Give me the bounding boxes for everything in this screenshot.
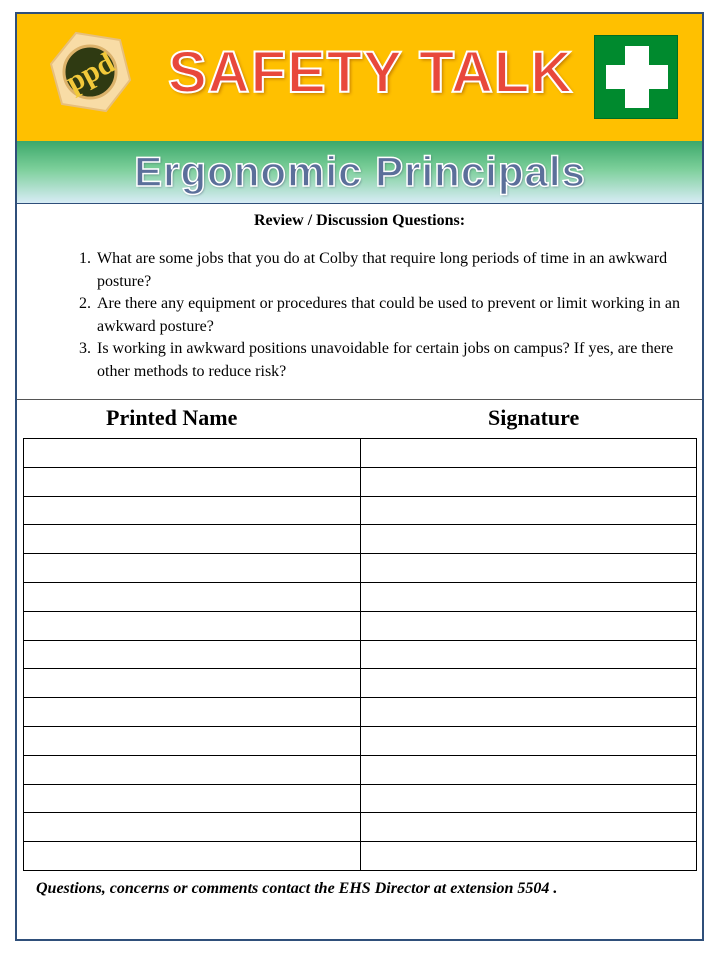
signin-row [24, 611, 697, 640]
signin-row [24, 755, 697, 784]
signin-row [24, 439, 697, 468]
signin-row [24, 669, 697, 698]
question-item: 3. Is working in awkward positions unavoidable for certain jobs on campus? If yes, are there other methods to reduce risk? [95, 338, 695, 383]
printed-name-header: Printed Name [106, 405, 238, 430]
review-section [17, 204, 702, 400]
signature-cell[interactable] [360, 582, 697, 611]
printed-name-cell[interactable] [24, 813, 361, 842]
printed-name-cell[interactable] [24, 698, 361, 727]
signin-table [23, 438, 697, 871]
printed-name-cell[interactable] [24, 525, 361, 554]
signature-cell[interactable] [360, 611, 697, 640]
signature-cell[interactable] [360, 726, 697, 755]
signin-row [24, 640, 697, 669]
signature-header: Signature [488, 405, 580, 430]
signin-row [24, 784, 697, 813]
printed-name-cell[interactable] [24, 842, 361, 871]
printed-name-cell[interactable] [24, 439, 361, 468]
signature-cell[interactable] [360, 640, 697, 669]
ppd-logo-icon [48, 30, 132, 114]
signin-row [24, 582, 697, 611]
printed-name-cell[interactable] [24, 554, 361, 583]
signature-cell[interactable] [360, 525, 697, 554]
signature-cell[interactable] [360, 554, 697, 583]
signin-row [24, 698, 697, 727]
printed-name-cell[interactable] [24, 755, 361, 784]
review-heading: Review / Discussion Questions: [253, 212, 466, 229]
signin-row [24, 726, 697, 755]
printed-name-cell[interactable] [24, 669, 361, 698]
logo-text: ppd [60, 46, 121, 99]
signature-cell[interactable] [360, 439, 697, 468]
signature-cell[interactable] [360, 842, 697, 871]
printed-name-cell[interactable] [24, 467, 361, 496]
printed-name-cell[interactable] [24, 582, 361, 611]
topic-title: Ergonomic Principals [134, 148, 586, 195]
footer-note: Questions, concerns or comments contact the EHS Director at extension 5504 . [36, 880, 558, 897]
printed-name-cell[interactable] [24, 611, 361, 640]
signin-row [24, 813, 697, 842]
page-title: SAFETY TALK [168, 40, 574, 105]
signature-cell[interactable] [360, 813, 697, 842]
signin-row [24, 467, 697, 496]
question-item: 1. What are some jobs that you do at Colby that require long periods of time in an awkward posture? [95, 248, 695, 293]
signature-cell[interactable] [360, 755, 697, 784]
printed-name-cell[interactable] [24, 496, 361, 525]
signature-cell[interactable] [360, 467, 697, 496]
signin-row [24, 525, 697, 554]
signature-cell[interactable] [360, 698, 697, 727]
signin-row [24, 554, 697, 583]
question-list [59, 248, 695, 383]
signin-row [24, 496, 697, 525]
question-item: 2. Are there any equipment or procedures that could be used to prevent or limit working in an awkward posture? [95, 293, 695, 338]
signature-cell[interactable] [360, 669, 697, 698]
printed-name-cell[interactable] [24, 640, 361, 669]
signin-row [24, 842, 697, 871]
first-aid-cross-icon [594, 35, 678, 119]
signature-cell[interactable] [360, 496, 697, 525]
printed-name-cell[interactable] [24, 726, 361, 755]
signature-cell[interactable] [360, 784, 697, 813]
printed-name-cell[interactable] [24, 784, 361, 813]
